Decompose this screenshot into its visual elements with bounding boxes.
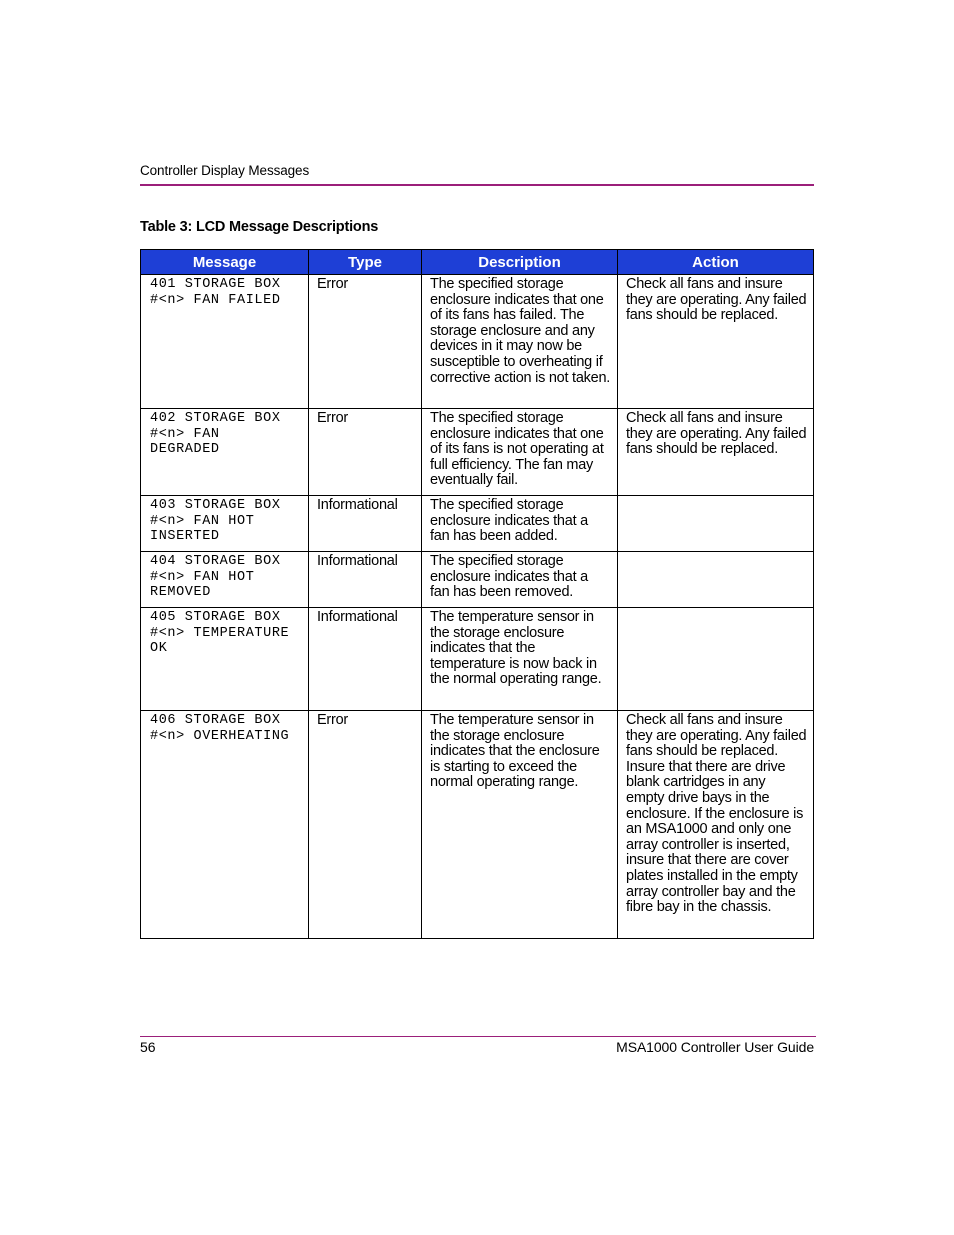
description-cell: The temperature sensor in the storage enclosure indicates that the enclosure is starting to exceed the normal operating range. [422, 711, 618, 939]
description-cell: The specified storage enclosure indicates that a fan has been added. [422, 496, 618, 552]
header-rule [140, 184, 814, 186]
action-cell: Check all fans and insure they are operating. Any failed fans should be replaced. Insure that there are drive blank cartridges in any empty drive bays in the enclosure. If the enclosure is an MSA1000 and only one array controller is inserted, insure that there are cover plates installed in the empty array controller bay and the fibre bay in the chassis. [618, 711, 814, 939]
table-header-row [141, 250, 814, 275]
type-cell: Error [309, 275, 422, 409]
type-cell: Informational [309, 496, 422, 552]
type-cell: Informational [309, 608, 422, 711]
description-cell: The specified storage enclosure indicates that one of its fans is not operating at full efficiency. The fan may eventually fail. [422, 409, 618, 496]
table-row [141, 275, 814, 409]
table-caption: Table 3: LCD Message Descriptions [140, 219, 379, 235]
page-number: 56 [140, 1039, 156, 1055]
type-cell: Informational [309, 552, 422, 608]
lcd-message-table [140, 249, 814, 939]
guide-title: MSA1000 Controller User Guide [616, 1039, 814, 1055]
message-cell: 406 STORAGE BOX #<n> OVERHEATING [141, 711, 309, 939]
table-row [141, 409, 814, 496]
action-cell [618, 496, 814, 552]
running-header: Controller Display Messages [140, 163, 310, 178]
description-cell: The specified storage enclosure indicates that a fan has been removed. [422, 552, 618, 608]
type-cell: Error [309, 409, 422, 496]
message-cell: 405 STORAGE BOX #<n> TEMPERATURE OK [141, 608, 309, 711]
message-cell: 402 STORAGE BOX #<n> FAN DEGRADED [141, 409, 309, 496]
action-cell [618, 552, 814, 608]
action-cell: Check all fans and insure they are operating. Any failed fans should be replaced. [618, 409, 814, 496]
table-row [141, 552, 814, 608]
action-cell: Check all fans and insure they are operating. Any failed fans should be replaced. [618, 275, 814, 409]
footer-rule [140, 1036, 816, 1037]
description-cell: The specified storage enclosure indicates that one of its fans has failed. The storage enclosure and any devices in it may now be susceptible to overheating if corrective action is not taken. [422, 275, 618, 409]
table-row [141, 496, 814, 552]
message-cell: 404 STORAGE BOX #<n> FAN HOT REMOVED [141, 552, 309, 608]
table-row [141, 608, 814, 711]
action-cell [618, 608, 814, 711]
message-cell: 403 STORAGE BOX #<n> FAN HOT INSERTED [141, 496, 309, 552]
type-cell: Error [309, 711, 422, 939]
table-row [141, 711, 814, 939]
column-header-type: Type [309, 250, 422, 275]
description-cell: The temperature sensor in the storage enclosure indicates that the temperature is now back in the normal operating range. [422, 608, 618, 711]
column-header-description: Description [422, 250, 618, 275]
column-header-action: Action [618, 250, 814, 275]
column-header-message: Message [141, 250, 309, 275]
message-cell: 401 STORAGE BOX #<n> FAN FAILED [141, 275, 309, 409]
